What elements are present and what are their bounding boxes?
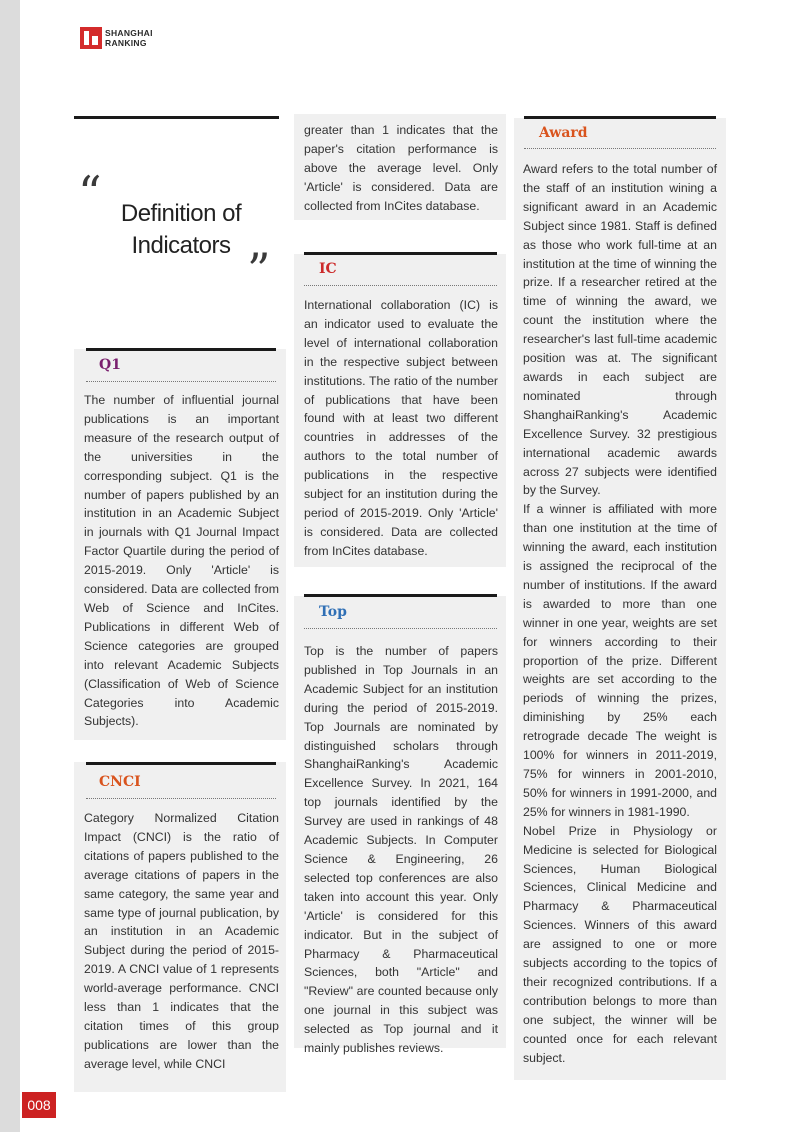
left-margin-bar [0,0,20,1132]
logo-line-1: SHANGHAI [105,28,153,38]
award-rule [524,116,716,119]
cnci-rule [86,762,276,765]
page-title: Definition of Indicators [120,200,242,259]
cnci-body: Category Normalized Citation Impact (CNCI) is the ratio of citations of papers published to the average citations of papers in the same category, the same year and same type of journal publication, by an institution in an Academic Subject during the period of 2015-2019. A CNCI value of 1 represents world-average performance. CNCI less than 1 indicates that the citation times of this group publications are lower than the average level, while CNCI [84,811,279,1071]
page-number: 008 [22,1092,56,1118]
award-heading: Award [539,125,588,141]
award-divider [524,148,716,149]
award-paragraph-1: Award refers to the total number of the staff of an institution wining a significant award in an Academic Subject since 1981. Staff is defined as those who work full-time at an institution at the time of winning the prize. If a researcher retired at the time of winning the award, we count the institution where the researcher's last full-time academic position was at. The significant awards in each subject are nominated through ShanghaiRanking's Academic Excellence Survey. 32 prestigious international academic awards across 27 subjects were identified by the Survey. [523,162,717,498]
q1-divider [86,381,276,382]
logo-line-2: RANKING [105,38,147,48]
top-body: Top is the number of papers published in Top Journals in an Academic Subject for an institution during the period of 2015-2019. Top Journals are nominated by distinguished scholars through ShanghaiRanking's Academic Excellence Survey. In 2021, 164 top journals identified by the Survey are used in rankings of 48 Academic Subjects. In Computer Science & Engineering, 26 selected top conferences are also taken into account this year. Only 'Article' is considered for this indicator. But in the subject of Pharmacy & Pharmaceutical Sciences, both "Article" and "Review" are counted because only one journal in this subject was selected as Top journal and it mainly publishes reviews. [304,644,498,1056]
q1-body: The number of influential journal publications is an important measure of the research output of the universities in the corresponding subject. Q1 is the number of papers published by an institution in an Academic Subject in journals with Q1 Journal Impact Factor Quartile during the period of 2015-2019. Only 'Article' is considered. Data are collected from Web of Science and InCites. Publications in different Web of Science categories are grouped into relevant Academic Subjects (Classification of Web of Science Categories into Academic Subjects). [84,393,279,729]
ic-divider [304,285,497,286]
cnci-heading: CNCI [99,774,141,790]
award-paragraph-3: Nobel Prize in Physiology or Medicine is selected for Biological Sciences, Human Biological Sciences, Clinical Medicine and Pharmacy & Pharmaceutical Sciences. Winners of this award are assigned to one or more subjects according to the topics of their recognized contributions. If a contribution belongs to more than one subject, the winner will be counted once for each relevant subject. [523,823,717,1065]
award-body [523,160,717,1068]
logo-mark-icon [80,27,102,49]
award-paragraph-2: If a winner is affiliated with more than one institution at the time of winning the award, each institution is assigned the reciprocal of the number of institutions. If the award is awarded to more than one winner in one year, weights are set for winners according to their proportion of the prize. Different weights are set according to the periods of winning the prizes, diminishing by 25% each retrograde decade The weight is 100% for winners in 2011-2019, 75% for winners in 2001-2010, 50% for winners in 1991-2000, and 25% for winners in 1981-1990. [523,502,717,819]
q1-heading: Q1 [99,357,121,373]
cnci-continued-body: greater than 1 indicates that the paper's citation performance is above the average level. Only 'Article' is considered. Data are collected from InCites database. [304,123,498,213]
close-quote-mark: ” [247,243,271,297]
top-heading: Top [319,604,347,620]
open-quote-mark: “ [78,166,102,220]
shanghai-ranking-logo [80,26,153,50]
ic-body: International collaboration (IC) is an indicator used to evaluate the level of international collaboration in the respective subject between institutions. The ratio of the number of publications that have been found with at least two different countries in addresses of the authors to the total number of publications in the respective subject for an institution during the period of 2015-2019. Only 'Article' is considered. Data are collected from InCites database. [304,298,498,558]
top-rule [304,594,497,597]
q1-rule [86,348,276,351]
ic-rule [304,252,497,255]
logo-text [105,28,153,48]
top-divider [304,628,497,629]
ic-heading: IC [319,261,337,277]
title-rule [74,116,279,119]
cnci-divider [86,798,276,799]
